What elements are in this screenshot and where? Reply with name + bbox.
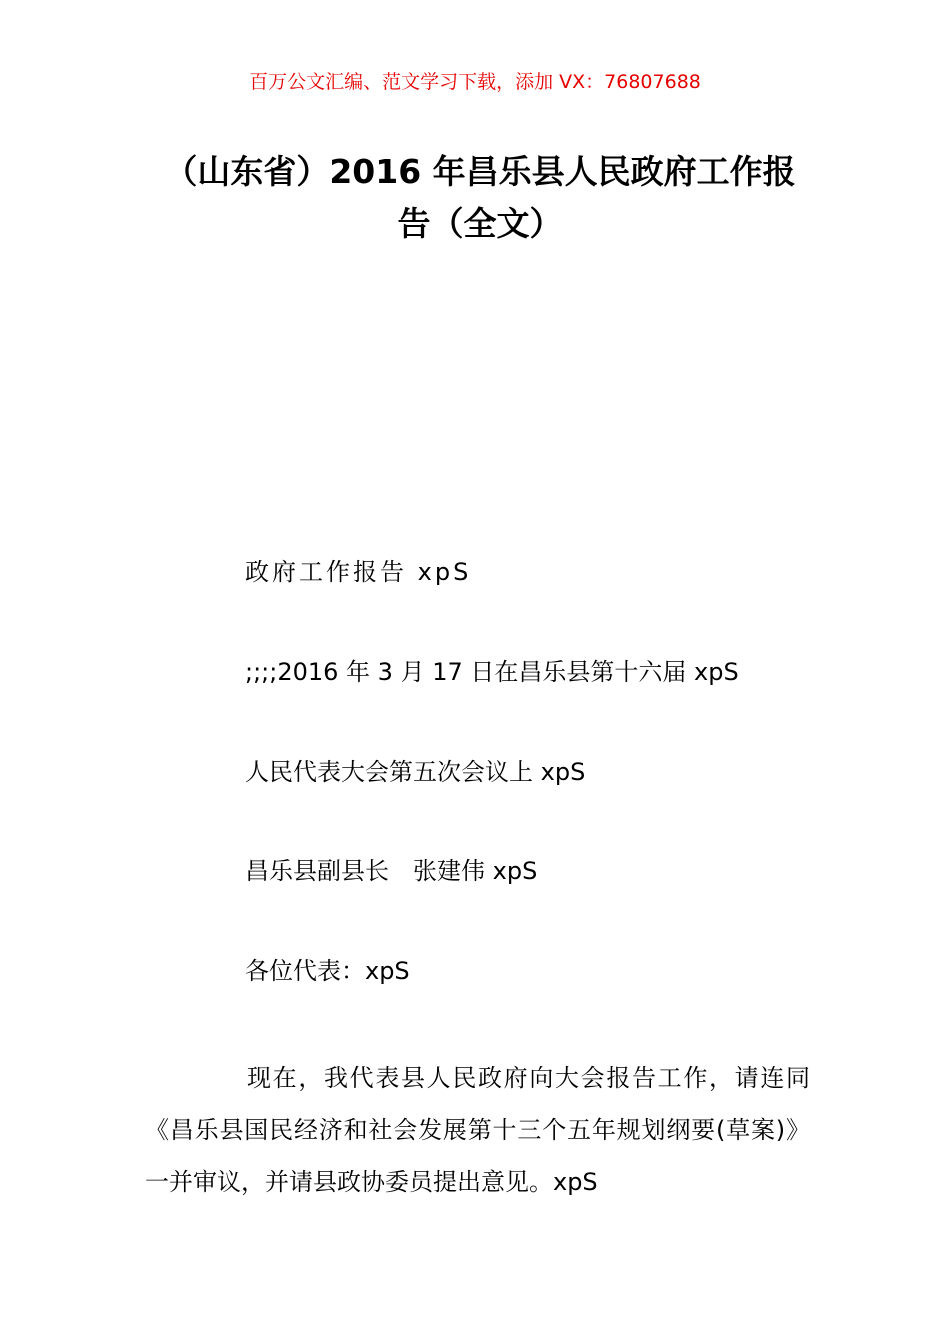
date-line: ;;;;2016 年 3 月 17 日在昌乐县第十六届 xpS bbox=[245, 658, 739, 686]
header-note: 百万公文汇编、范文学习下载，添加 VX：76807688 bbox=[249, 71, 701, 93]
body-paragraph: 现在，我代表县人民政府向大会报告工作，请连同《昌乐县国民经济和社会发展第十三个五年规划纲要(草案)》一并审议，并请县政协委员提出意见。xpS bbox=[145, 1064, 810, 1196]
salutation-line: 各位代表：xpS bbox=[245, 957, 410, 985]
report-label-line: 政府工作报告 xpS bbox=[245, 558, 472, 586]
document-title: （山东省）2016 年昌乐县人民政府工作报告（全文） bbox=[164, 152, 796, 243]
meeting-line: 人民代表大会第五次会议上 xpS bbox=[245, 758, 586, 786]
speaker-line: 昌乐县副县长 张建伟 xpS bbox=[245, 857, 538, 885]
